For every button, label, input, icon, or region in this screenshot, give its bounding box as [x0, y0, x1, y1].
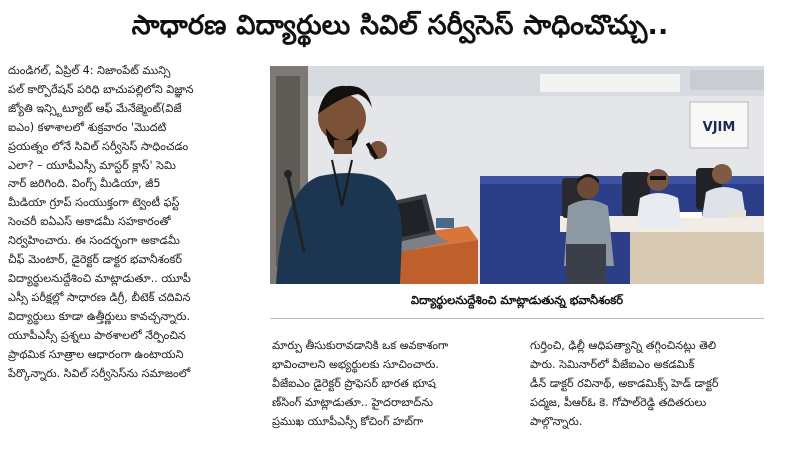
- article-line: జ్యోతి ఇన్స్టిట్యూట్ ఆఫ్ మేనేజ్మెంట్(విజే: [8, 101, 182, 115]
- photo-caption: విద్యార్థులనుద్దేశించి మాట్లాడుతున్న భవానీశంకర్: [410, 293, 624, 307]
- article-line: పద్మజ, పీఆర్ఓ కె. గోపాల్‌రెడ్డి తదితరులు: [530, 395, 707, 409]
- article-line: నిర్వహించారు. ఈ సందర్భంగా అకాడమీ: [8, 234, 180, 248]
- article-line: ణ్‌సింగ్ మాట్లాడుతూ.. హైదరాబాద్‌ను: [272, 395, 434, 409]
- article-line: పేర్కొన్నారు. సివిల్ సర్వీసెస్‌ను సమాజంలో: [8, 366, 191, 380]
- article-line: చీఫ్ మెంటార్, డైరెక్టర్ డాక్టర భవానీశంకర్: [8, 253, 182, 267]
- article-line: డీన్ డాక్టర్ రవినాథ్, అకాడమిక్స్ హెడ్ డాక్టర్: [530, 376, 719, 390]
- article-line: పాల్గొన్నారు.: [530, 414, 583, 428]
- article-line: ప్రముఖ యూపీఎస్సీ కోచింగ్ హబ్‌గా: [272, 414, 424, 428]
- article-line: ఐఎం) కళాశాలలో శుక్రవారం 'మొదటి: [8, 120, 167, 134]
- seminar-photo-illustration: [270, 66, 764, 284]
- article-line: భావించాలని అభ్యర్థులకు సూచించారు.: [272, 357, 439, 371]
- article-line: పల్ కార్పొరేషన్ పరిధి బాచుపల్లిలోని విజ్ఞాన: [8, 82, 194, 96]
- article-line: ప్రయత్నం లోనే సివిల్ సర్వీసెస్ సాధించడం: [8, 139, 189, 153]
- article-line: ఎలా? – యూపీఎస్సీ మాస్టర్ క్లాస్' సెమి: [8, 158, 176, 172]
- headline: సాధారణ విద్యార్థులు సివిల్ సర్వీసెస్ సాధించొచ్చు..: [131, 10, 669, 41]
- article-line: మీడియా గ్రూప్ సంయుక్తంగా ట్వెంటీ ఫస్ట్: [8, 196, 180, 210]
- article-line: వీజేఐఎం డైరెక్టర్ ప్రొఫెసర్ భారత భూష: [272, 376, 436, 390]
- vjim-sign: VJIM: [702, 120, 736, 135]
- article-line: గుర్తించి, ఢిల్లీ ఆధిపత్యాన్ని తగ్గించినట్లు తెలి: [530, 339, 717, 352]
- article-line: ఎస్సీ పరీక్షల్లో సాధారణ డిగ్రీ, బీటెక్ చదివిన: [8, 290, 191, 304]
- article-line: సెంచరీ ఐఏఎస్ అకాడమీ సహకారంతో: [8, 215, 171, 229]
- article-column-1: [8, 62, 260, 383]
- article-line: విద్యార్థులు కూడా ఉత్తీర్ణులు కావచ్చన్నారు.: [8, 309, 191, 323]
- article-line: మార్పు తీసుకురావడానికి ఒక అవకాశంగా: [272, 339, 449, 352]
- article-line: యూపీఎస్సీ ప్రశ్నలు పాఠశాలలో నేర్పించిన: [8, 328, 186, 342]
- article-line: నార్ జరిగింది. వింగ్స్ మీడియా, జీ5: [8, 177, 161, 191]
- article-column-3: [530, 337, 776, 432]
- article-line: దుండిగల్, ఏప్రిల్ 4: నిజాంపేట్ మున్సి: [8, 64, 171, 77]
- article-line: ప్రాథమిక సూత్రాల ఆధారంగా ఉంటాయని: [8, 347, 184, 361]
- article-line: పారు. సెమినార్‌లో వీజేఐఎం అకడమిక్: [530, 357, 695, 371]
- caption-divider: [270, 318, 764, 319]
- article-line: విద్యార్థులనుద్దేశించి మాట్లాడుతూ.. యూపీ: [8, 271, 191, 285]
- news-photo: [270, 66, 764, 284]
- article-column-2: [272, 337, 518, 432]
